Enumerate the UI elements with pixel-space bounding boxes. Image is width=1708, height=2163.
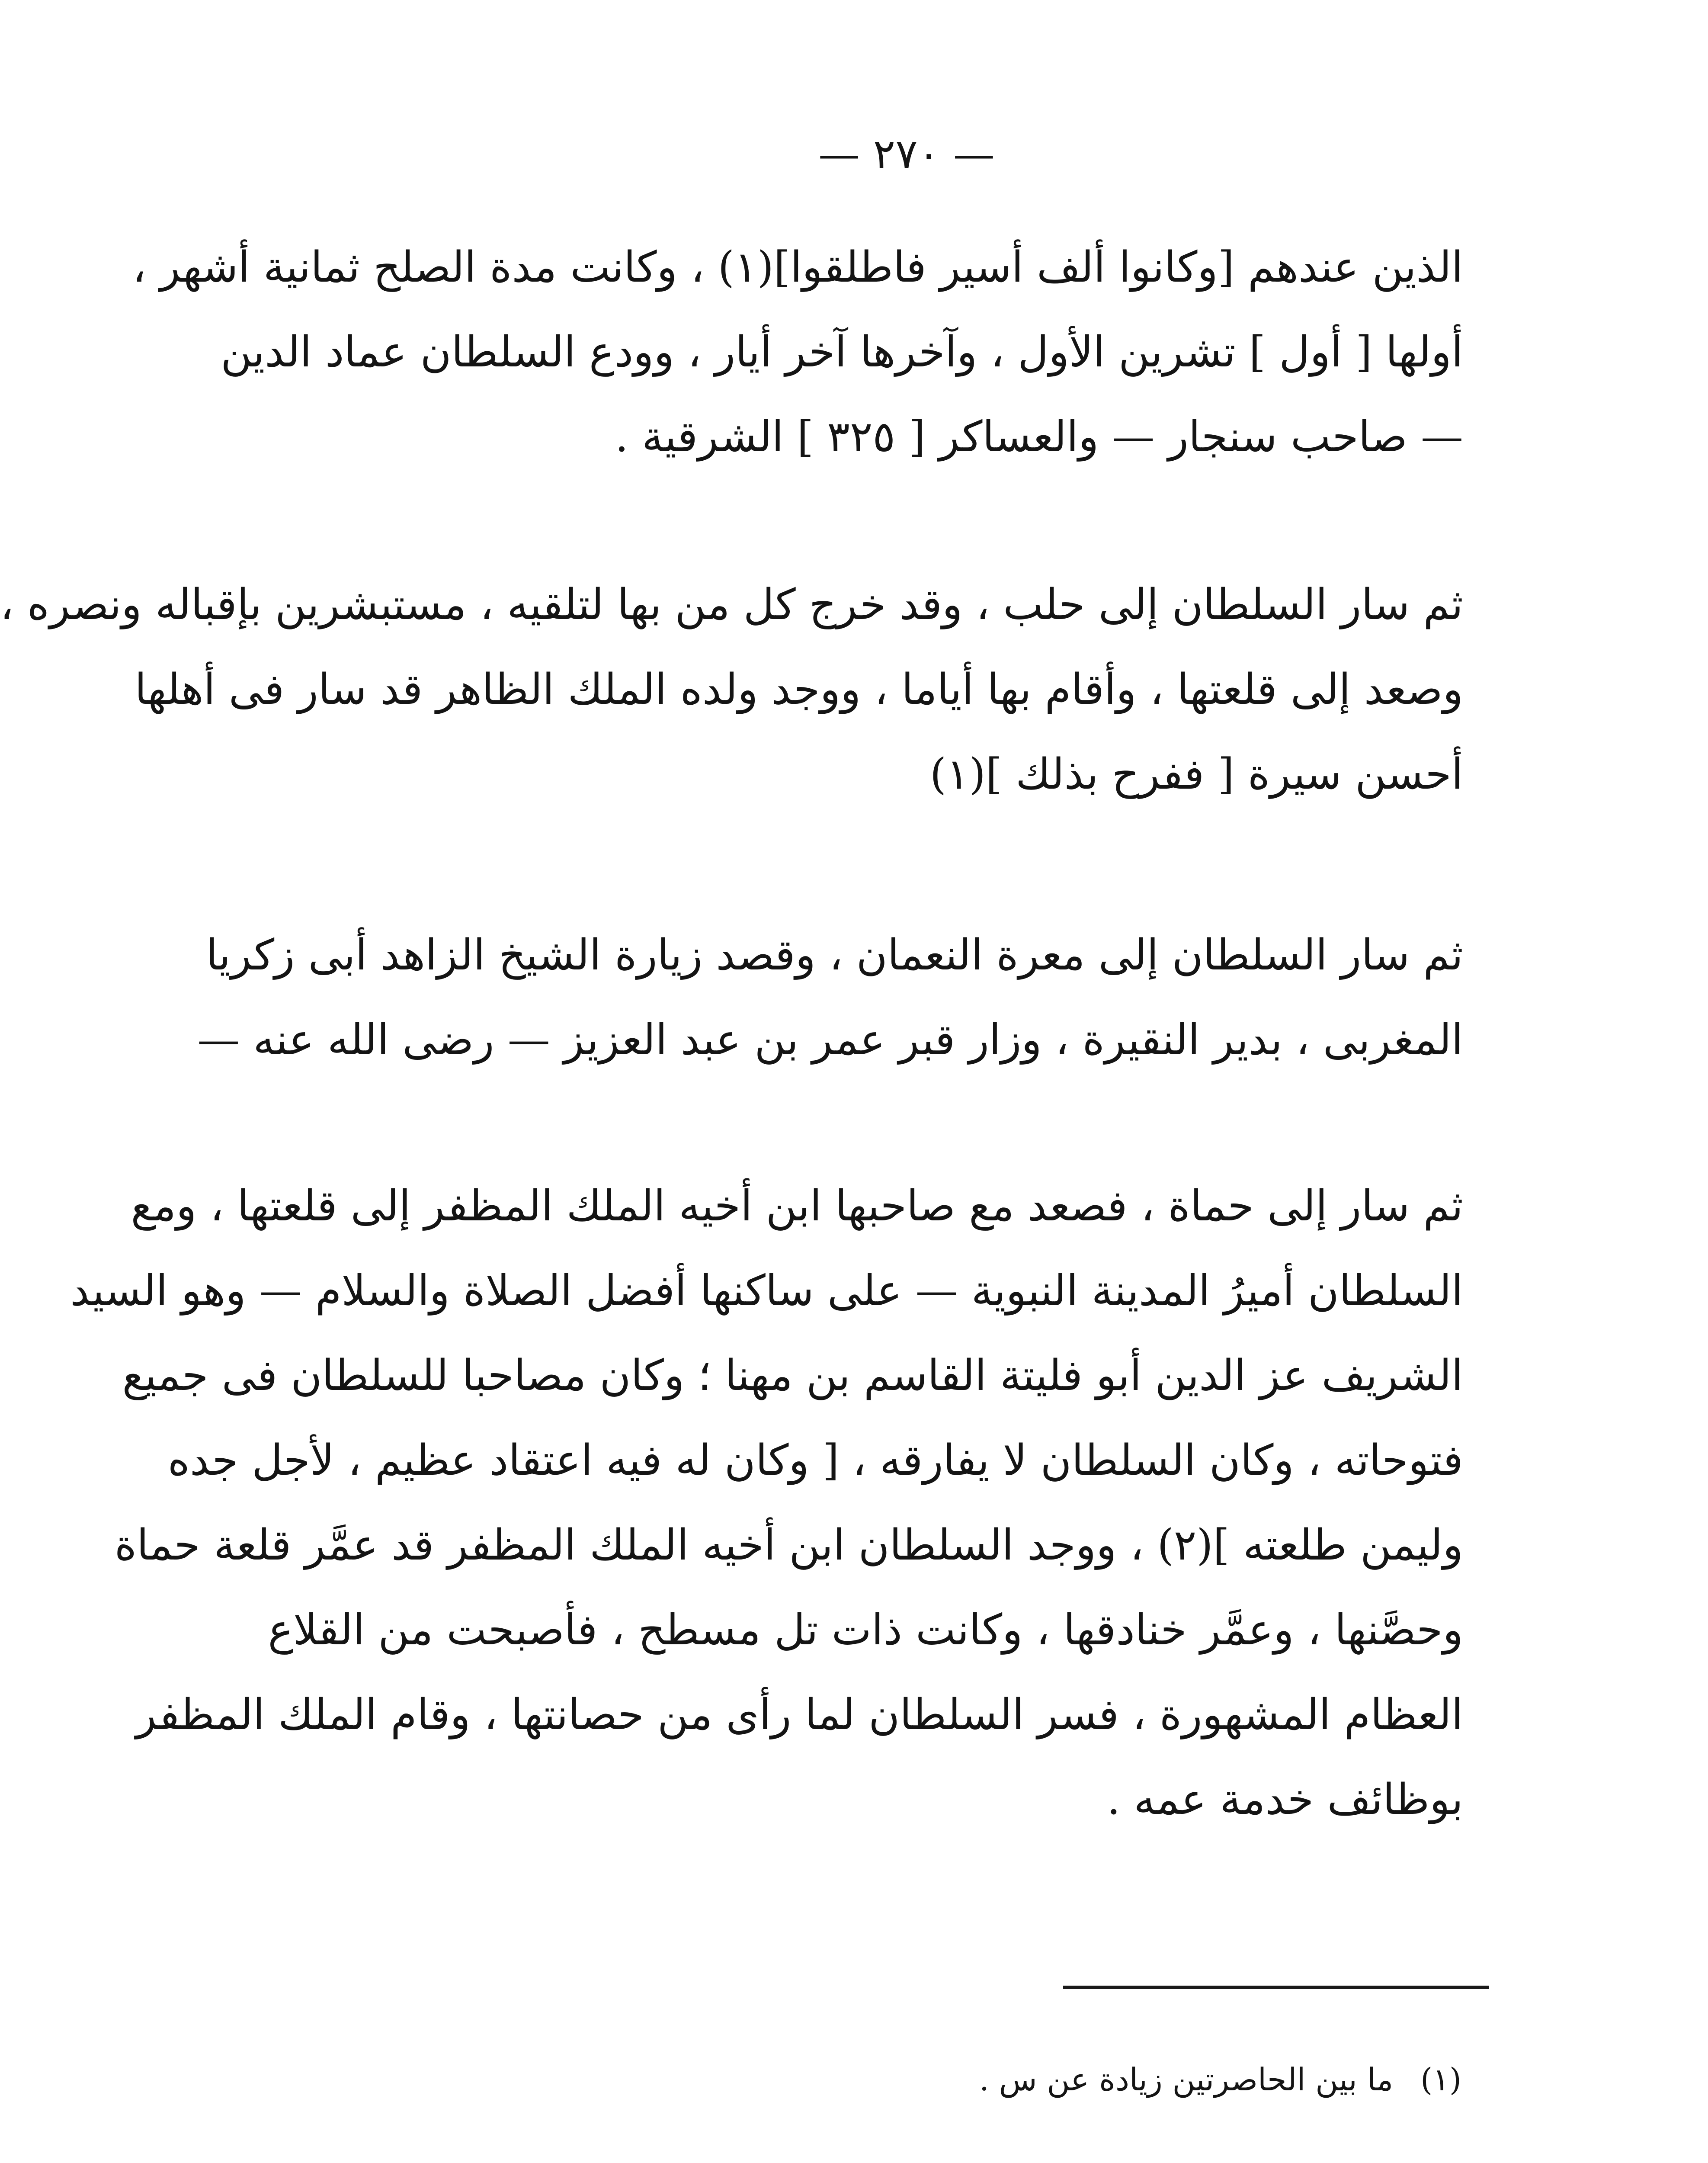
paragraph-line: أحسن سيرة [ ففرح بذلك ](١) bbox=[929, 750, 1463, 799]
paragraph-line: وصعد إلى قلعتها ، وأقام بها أياما ، ووجد ولده الملك الظاهر قد سار فى أهلها bbox=[135, 665, 1463, 714]
paragraph-3 bbox=[197, 913, 1463, 1082]
paragraph-line: ثم سار السلطان إلى حلب ، وقد خرج كل من بها لتلقيه ، مستبشرين بإقباله ونصره ، bbox=[0, 580, 1463, 629]
footnote-text: ما بين الحاصرتين زيادة عن س . bbox=[979, 2061, 1394, 2098]
paragraph-line: الشريف عز الدين أبو فليتة القاسم بن مهنا ؛ وكان مصاحبا للسلطان فى جميع bbox=[122, 1351, 1463, 1400]
paragraph-line: المغربى ، بدير النقيرة ، وزار قبر عمر بن عبد العزيز — رضى الله عنه — bbox=[197, 1015, 1463, 1065]
paragraph-2 bbox=[0, 562, 1463, 817]
paragraph-1 bbox=[132, 225, 1463, 479]
paragraph-line: وليمن طلعته ](٢) ، ووجد السلطان ابن أخيه الملك المظفر قد عمَّر قلعة حماة bbox=[114, 1521, 1463, 1570]
page-number: — ٢٧٠ — bbox=[818, 130, 995, 178]
paragraph-line: ثم سار السلطان إلى معرة النعمان ، وقصد زيارة الشيخ الزاهد أبى زكريا bbox=[206, 931, 1463, 980]
paragraph-line: العظام المشهورة ، فسر السلطان لما رأى من حصانتها ، وقام الملك المظفر bbox=[136, 1690, 1463, 1739]
footnote-divider bbox=[1063, 1986, 1489, 1989]
paragraph-line: أولها [ أول ] تشرين الأول ، وآخرها آخر أيار ، وودع السلطان عماد الدين bbox=[221, 327, 1463, 377]
footnote-1 bbox=[596, 2061, 1461, 2098]
paragraph-line: الذين عندهم [وكانوا ألف أسير فاطلقوا](١) ، وكانت مدة الصلح ثمانية أشهر ، bbox=[132, 243, 1463, 292]
paragraph-line: وحصَّنها ، وعمَّر خنادقها ، وكانت ذات تل مسطح ، فأصبحت من القلاع bbox=[268, 1605, 1463, 1655]
paragraph-line: السلطان أميرُ المدينة النبوية — على ساكنها أفضل الصلاة والسلام — وهو السيد bbox=[70, 1266, 1463, 1316]
footnote-number: (١) bbox=[1420, 2061, 1461, 2098]
paragraph-4 bbox=[70, 1164, 1463, 1842]
paragraph-line: — صاحب سنجار — والعساكر [ ٣٢٥ ] الشرقية . bbox=[615, 412, 1463, 462]
paragraph-line: ثم سار إلى حماة ، فصعد مع صاحبها ابن أخيه الملك المظفر إلى قلعتها ، ومع bbox=[131, 1181, 1463, 1231]
paragraph-line: فتوحاته ، وكان السلطان لا يفارقه ، [ وكان له فيه اعتقاد عظيم ، لأجل جده bbox=[167, 1436, 1463, 1485]
paragraph-line: بوظائف خدمة عمه . bbox=[1107, 1775, 1463, 1824]
